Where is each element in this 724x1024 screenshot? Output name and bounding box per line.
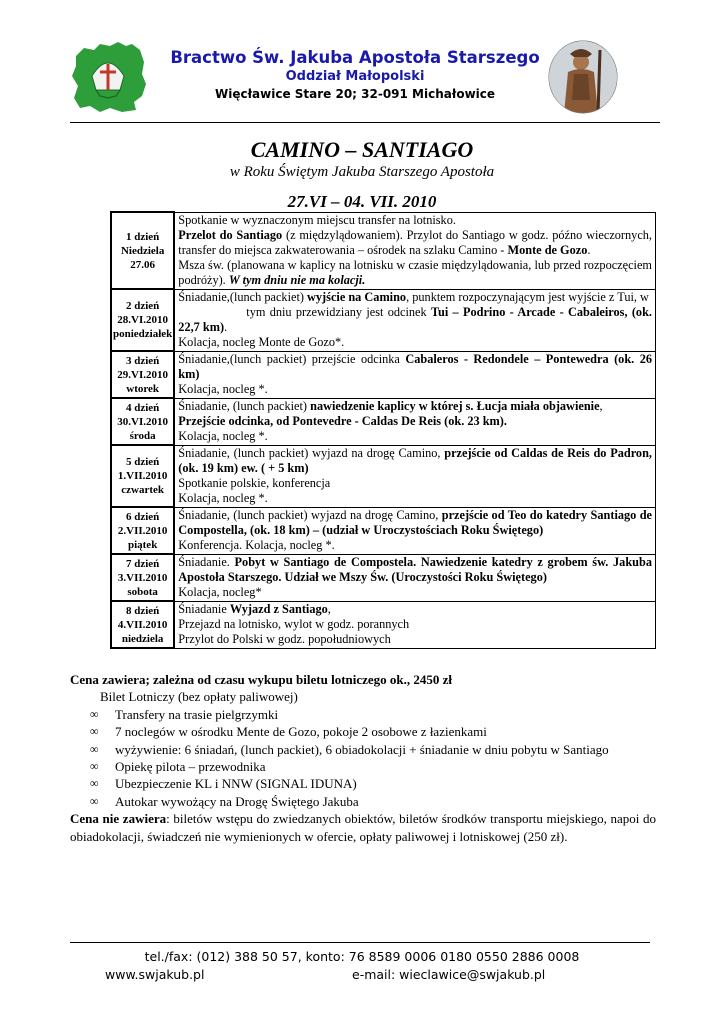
footer-divider — [70, 942, 650, 943]
footer-website-link[interactable]: www.swjakub.pl — [105, 967, 205, 982]
description-text: , — [599, 398, 603, 413]
description-text: Pobyt w Santiago de Compostela. Nawiedzenie katedry z grobem św. Jakuba Apostoła Starszego. Udział we Mszy Św. (Uroczystości Roku Świętego) — [178, 554, 653, 584]
itinerary-row — [111, 212, 656, 289]
itinerary-row — [111, 601, 656, 648]
description-text: Śniadanie, (lunch packiet) wyjazd na drogę Camino, — [178, 507, 442, 522]
description-text: Śniadanie,(lunch packiet) przejście odcinka — [178, 351, 406, 366]
itinerary-row — [111, 507, 656, 554]
description-line — [178, 213, 652, 228]
description-text: Śniadanie,(lunch packiet) — [178, 289, 308, 304]
trip-dates: 27.VI – 04. VII. 2010 — [287, 192, 437, 211]
description-text: przejście od Teo do katedry Santiago de Compostella, (ok. 18 km) – (udział w Uroczystościach Roku Świętego) — [178, 507, 652, 537]
price-first-item: Bilet Lotniczy (bez opłaty paliwowej) — [100, 689, 298, 705]
day-weekday: środa — [129, 429, 156, 442]
description-text: Kolacja, nocleg* — [178, 584, 262, 599]
description-text: W tym dniu nie ma kolacji. — [228, 272, 366, 287]
description-text: Kolacja, nocleg Monte de Gozo*. — [178, 334, 345, 349]
infinity-bullet-icon: ∞ — [90, 706, 99, 721]
description-text: Śniadanie, (lunch packiet) — [178, 398, 311, 413]
day-weekday: czwartek — [121, 484, 165, 496]
day-weekday: niedziela — [121, 632, 164, 645]
description-text: Śniadanie, (lunch packiet) wyjazd na drogę Camino, — [178, 445, 445, 460]
description-line — [178, 228, 652, 258]
description-line — [178, 617, 652, 632]
day-date: 1.VII.2010 — [117, 470, 168, 482]
day-date: 29.VI.2010 — [117, 368, 169, 381]
day-cell — [111, 445, 174, 507]
description-text: Przejazd na lotnisko, wylot w godz. porannych — [178, 616, 410, 631]
description-line — [178, 399, 652, 414]
description-text: nawiedzenie kaplicy w której s. Łucja miała objawienie — [310, 398, 600, 413]
description-line — [178, 476, 652, 491]
price-item — [70, 723, 656, 740]
description-text: tym dniu przewidziany jest odcinek — [246, 304, 431, 319]
description-text: Spotkanie w wyznaczonym miejscu transfer na lotnisko. — [178, 212, 456, 227]
org-address: Więcławice Stare 20; 32-091 Michałowice — [214, 87, 496, 101]
day-description — [174, 507, 655, 554]
price-item — [70, 758, 656, 775]
itinerary-row — [111, 554, 656, 601]
day-weekday: piątek — [127, 538, 158, 551]
description-text: Kolacja, nocleg *. — [178, 490, 268, 505]
itinerary-row — [111, 398, 656, 445]
day-cell — [111, 601, 174, 648]
description-line — [178, 382, 652, 397]
description-text: Śniadanie. — [178, 554, 235, 569]
infinity-bullet-icon: ∞ — [90, 759, 99, 774]
day-weekday: sobota — [127, 585, 158, 598]
description-line — [178, 585, 652, 600]
infinity-bullet-icon: ∞ — [90, 741, 99, 756]
day-date: 4.VII.2010 — [117, 618, 168, 631]
infinity-bullet-icon: ∞ — [90, 776, 99, 791]
document-title: CAMINO – SANTIAGO — [250, 137, 474, 162]
itinerary-table — [110, 211, 656, 649]
day-cell — [111, 398, 174, 445]
day-date: 3.VII.2010 — [117, 571, 168, 584]
day-day: 1 dzień — [125, 230, 160, 243]
description-text: Przejście odcinka, od Pontevedre - Caldas De Reis (ok. 23 km). — [178, 413, 507, 428]
description-text: . — [224, 319, 228, 334]
itinerary-row — [111, 289, 656, 351]
day-weekday: poniedziałek — [113, 328, 173, 340]
itinerary-row — [111, 445, 656, 507]
header-divider — [70, 122, 660, 123]
day-date: Niedziela — [120, 244, 165, 257]
price-item-text: Ubezpieczenie KL i NNW (SIGNAL IDUNA) — [115, 776, 357, 792]
price-item-text: wyżywienie: 6 śniadań, (lunch packiet), 6 obiadokolacji + śniadanie w dniu pobytu w Santiago — [115, 741, 609, 757]
description-text: Wyjazd z Santiago — [229, 601, 328, 616]
description-line — [178, 491, 652, 506]
description-line — [178, 446, 652, 476]
day-day: 7 dzień — [125, 557, 160, 570]
description-text: (z międzylądowaniem). Przylot do Santiago w godz. późno wieczornych, transfer do miejsca zakwaterowania – ośrodek na szlaku Camino - — [178, 227, 652, 257]
day-cell — [111, 212, 174, 289]
day-description — [174, 351, 655, 398]
day-description — [174, 289, 655, 351]
org-name: Bractwo Św. Jakuba Apostoła Starszego — [170, 48, 540, 67]
description-line — [178, 632, 652, 647]
description-line — [178, 352, 652, 382]
price-item-text: 7 noclegów w ośrodku Mente de Gozo, pokoje 2 osobowe z łazienkami — [115, 724, 487, 740]
description-text: Kolacja, nocleg *. — [178, 381, 268, 396]
price-item — [70, 793, 656, 810]
day-cell — [111, 351, 174, 398]
day-day: 4 dzień — [125, 401, 160, 414]
description-text: Przelot do Santiago — [178, 227, 283, 242]
day-date: 28.VI.2010 — [117, 314, 169, 326]
description-line — [178, 258, 652, 288]
description-line — [178, 602, 652, 617]
description-text: Śniadanie — [178, 601, 230, 616]
description-text: Monte de Gozo — [507, 242, 588, 257]
document-subtitle: w Roku Świętym Jakuba Starszego Apostoła — [229, 164, 495, 180]
price-item — [70, 741, 656, 758]
day-day: 2 dzień — [125, 300, 160, 312]
day-description — [174, 601, 655, 648]
infinity-bullet-icon: ∞ — [90, 793, 99, 808]
day-weekday: wtorek — [126, 382, 160, 395]
price-excludes-text: : biletów wstępu do zwiedzanych obiektów, biletów środków transportu miejskiego, napoi do obiadokolacji, świadczeń nie wymienionych w ofercie, opłaty paliwowej i lotniskowej (250 zł). — [70, 811, 657, 844]
description-line — [178, 538, 652, 553]
price-item-text: Opiekę pilota – przewodnika — [115, 759, 266, 775]
description-text: Tui – Podrino - Arcade - Cabaleiros, (ok. 22,7 km) — [178, 304, 652, 334]
day-description — [174, 445, 655, 507]
price-includes-heading: Cena zawiera; zależna od czasu wykupu biletu lotniczego ok., 2450 zł — [70, 672, 453, 687]
description-text: Kolacja, nocleg *. — [178, 428, 268, 443]
day-day: 8 dzień — [125, 604, 160, 617]
day-description — [174, 554, 655, 601]
description-text: Spotkanie polskie, konferencja — [178, 475, 331, 490]
day-day: 3 dzień — [125, 354, 160, 367]
footer-email-link[interactable]: e-mail: wieclawice@swjakub.pl — [352, 967, 546, 982]
description-line — [178, 555, 652, 585]
price-section — [70, 671, 656, 845]
description-text: , — [327, 601, 331, 616]
day-cell — [111, 507, 174, 554]
price-item — [70, 775, 656, 792]
price-item — [70, 706, 656, 723]
day-day: 6 dzień — [125, 510, 160, 523]
day-date: 2.VII.2010 — [117, 524, 168, 537]
day-cell — [111, 289, 174, 351]
day-cell — [111, 554, 174, 601]
price-excludes-label: Cena nie zawiera — [70, 811, 167, 827]
price-excludes — [70, 810, 656, 845]
description-text: Cabaleros - Redondele – Pontewedra (ok. 26 km) — [178, 351, 652, 381]
price-item-text: Transfery na trasie pielgrzymki — [115, 706, 279, 722]
itinerary-row — [111, 351, 656, 398]
description-text: , punktem rozpoczynającym jest wyjście z Tui, w — [406, 289, 649, 304]
description-line — [178, 335, 652, 350]
description-text: Konferencja. Kolacja, nocleg *. — [178, 537, 335, 552]
footer-contact: tel./fax: (012) 388 50 57, konto: 76 8589 0006 0180 0550 2886 0008 — [144, 949, 580, 964]
price-item-text: Autokar wywożący na Drogę Świętego Jakuba — [115, 793, 359, 809]
saint-james-statue-photo — [548, 40, 618, 114]
day-weekday: 27.06 — [130, 258, 156, 271]
price-includes-list — [70, 706, 656, 810]
day-description — [174, 398, 655, 445]
day-date: 30.VI.2010 — [117, 415, 169, 428]
description-text: . — [587, 242, 591, 257]
infinity-bullet-icon: ∞ — [90, 724, 99, 739]
description-text: przejście od Caldas de Reis do Padron, (ok. 19 km) ew. ( + 5 km) — [178, 445, 652, 475]
description-line — [178, 414, 652, 429]
description-text: Przylot do Polski w godz. popołudniowych — [178, 631, 391, 646]
description-line — [178, 508, 652, 538]
org-branch: Oddział Małopolski — [285, 69, 425, 84]
description-line — [178, 290, 652, 305]
day-description — [174, 212, 655, 289]
day-day: 5 dzień — [125, 456, 160, 468]
description-text: Msza św. (planowana w kaplicy na lotnisku w czasie międzylądowania, lub przed rozpoczęciem podróży). — [178, 257, 652, 287]
description-text: wyjście na Camino — [307, 289, 407, 304]
footer — [0, 948, 724, 984]
description-line — [178, 305, 652, 335]
description-line — [178, 429, 652, 444]
